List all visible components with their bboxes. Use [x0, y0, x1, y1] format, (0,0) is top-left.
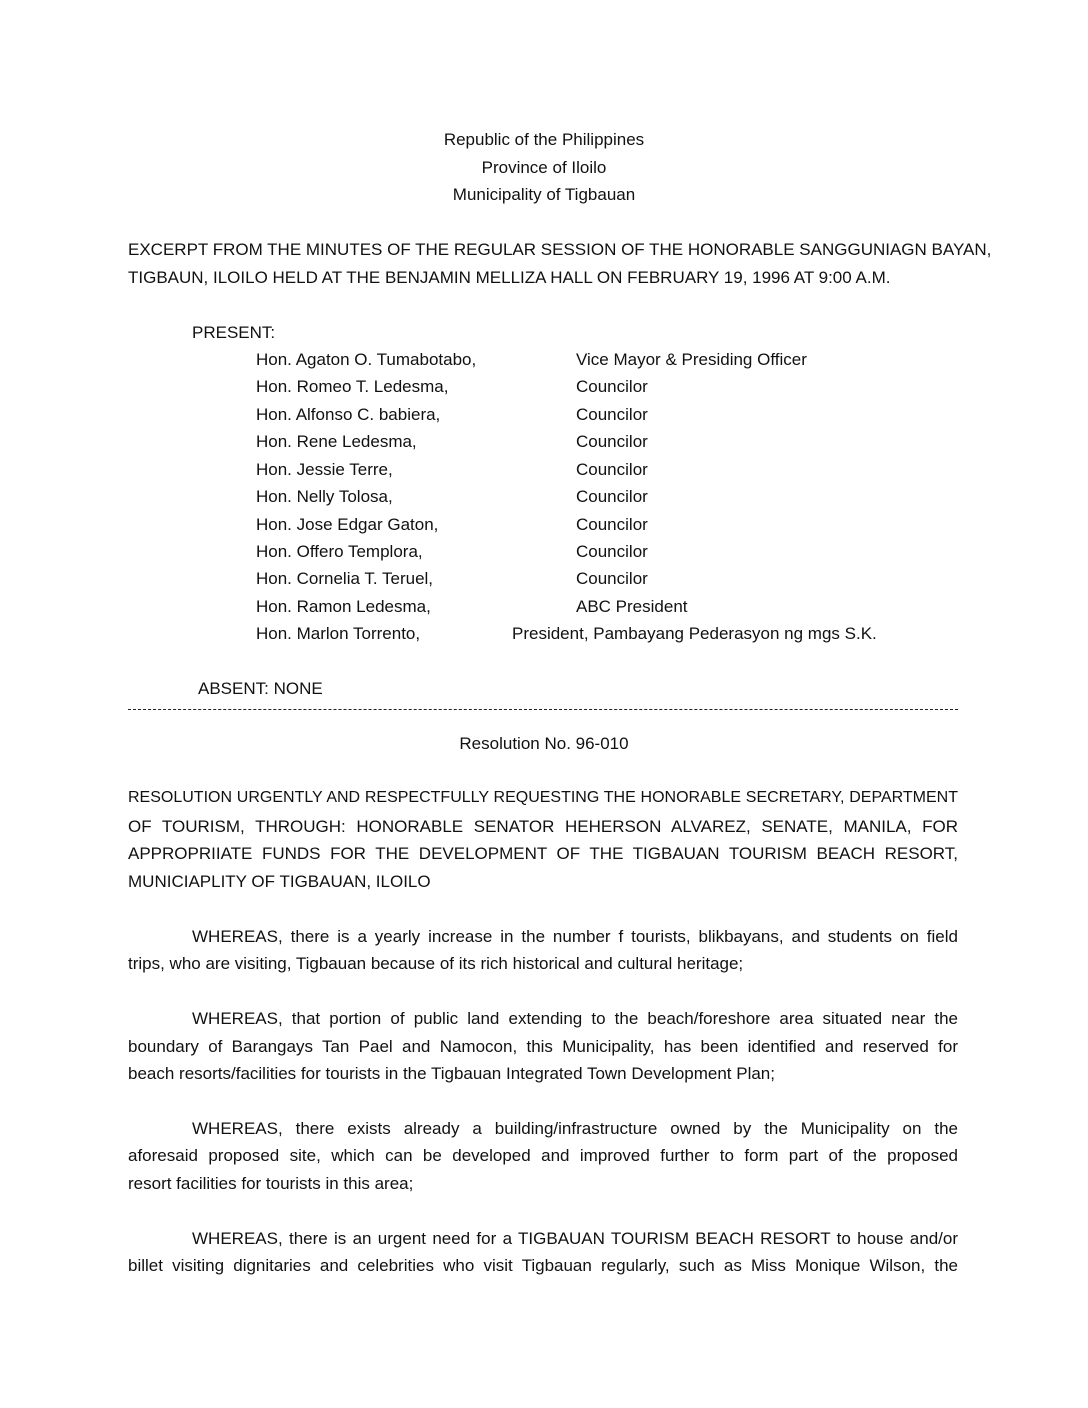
member-position: Councilor: [576, 542, 648, 561]
header-republic: Republic of the Philippines: [443, 130, 645, 149]
resolution-title-line: APPROPRIIATE FUNDS FOR THE DEVELOPMENT OF THE TIGBAUAN TOURISM BEACH RESORT,: [128, 844, 958, 863]
whereas-line: WHEREAS, there is an urgent need for a TIGBAUAN TOURISM BEACH RESORT to house and/or: [192, 1229, 958, 1248]
absent-line: ABSENT: NONE: [198, 679, 323, 698]
whereas-line: resort facilities for tourists in this area;: [128, 1174, 414, 1193]
member-name: Hon. Romeo T. Ledesma,: [256, 377, 449, 396]
member-name: Hon. Jessie Terre,: [256, 460, 393, 479]
member-name: Hon. Jose Edgar Gaton,: [256, 515, 439, 534]
member-position: Vice Mayor & Presiding Officer: [576, 350, 807, 369]
header-municipality: Municipality of Tigbauan: [452, 185, 636, 204]
member-name: Hon. Offero Templora,: [256, 542, 423, 561]
whereas-line: aforesaid proposed site, which can be developed and improved further to form part of the proposed: [128, 1146, 958, 1165]
whereas-line: trips, who are visiting, Tigbauan because of its rich historical and cultural heritage;: [128, 954, 744, 973]
excerpt-line-1: EXCERPT FROM THE MINUTES OF THE REGULAR SESSION OF THE HONORABLE SANGGUNIAGN BAYAN,: [128, 240, 992, 259]
excerpt-line-2: TIGBAUN, ILOILO HELD AT THE BENJAMIN MELLIZA HALL ON FEBRUARY 19, 1996 AT 9:00 A.M.: [128, 268, 891, 287]
member-position: Councilor: [576, 432, 648, 451]
present-label: PRESENT:: [192, 323, 276, 342]
member-position: Councilor: [576, 460, 648, 479]
member-position: Councilor: [576, 569, 648, 588]
member-name: Hon. Nelly Tolosa,: [256, 487, 393, 506]
member-name: Hon. Alfonso C. babiera,: [256, 405, 441, 424]
member-name: Hon. Marlon Torrento,: [256, 624, 421, 643]
whereas-line: WHEREAS, there is a yearly increase in the number f tourists, blikbayans, and students on field: [192, 927, 958, 946]
member-name: Hon. Rene Ledesma,: [256, 432, 417, 451]
member-position: Councilor: [576, 405, 648, 424]
dashed-divider: [128, 709, 958, 710]
member-name: Hon. Cornelia T. Teruel,: [256, 569, 434, 588]
member-position: Councilor: [576, 515, 648, 534]
whereas-line: WHEREAS, that portion of public land extending to the beach/foreshore area situated near the: [192, 1009, 958, 1028]
header-province: Province of Iloilo: [481, 158, 607, 177]
resolution-title-line: MUNICIAPLITY OF TIGBAUAN, ILOILO: [128, 872, 431, 891]
member-position: President, Pambayang Pederasyon ng mgs S.K.: [512, 624, 877, 643]
whereas-line: boundary of Barangays Tan Pael and Namocon, this Municipality, has been identified and reserved for: [128, 1037, 958, 1056]
member-name: Hon. Agaton O. Tumabotabo,: [256, 350, 477, 369]
whereas-line: beach resorts/facilities for tourists in the Tigbauan Integrated Town Development Plan;: [128, 1064, 775, 1083]
member-name: Hon. Ramon Ledesma,: [256, 597, 431, 616]
member-position: ABC President: [576, 597, 688, 616]
resolution-title-line: RESOLUTION URGENTLY AND RESPECTFULLY REQUESTING THE HONORABLE SECRETARY, DEPARTMENT: [128, 789, 958, 806]
whereas-line: WHEREAS, there exists already a building/infrastructure owned by the Municipality on the: [192, 1119, 958, 1138]
whereas-line: billet visiting dignitaries and celebrities who visit Tigbauan regularly, such as Miss Monique Wilson, the: [128, 1256, 958, 1275]
member-position: Councilor: [576, 487, 648, 506]
member-position: Councilor: [576, 377, 648, 396]
resolution-number: Resolution No. 96-010: [459, 734, 629, 753]
resolution-title-line: OF TOURISM, THROUGH: HONORABLE SENATOR HEHERSON ALVAREZ, SENATE, MANILA, FOR: [128, 817, 958, 836]
